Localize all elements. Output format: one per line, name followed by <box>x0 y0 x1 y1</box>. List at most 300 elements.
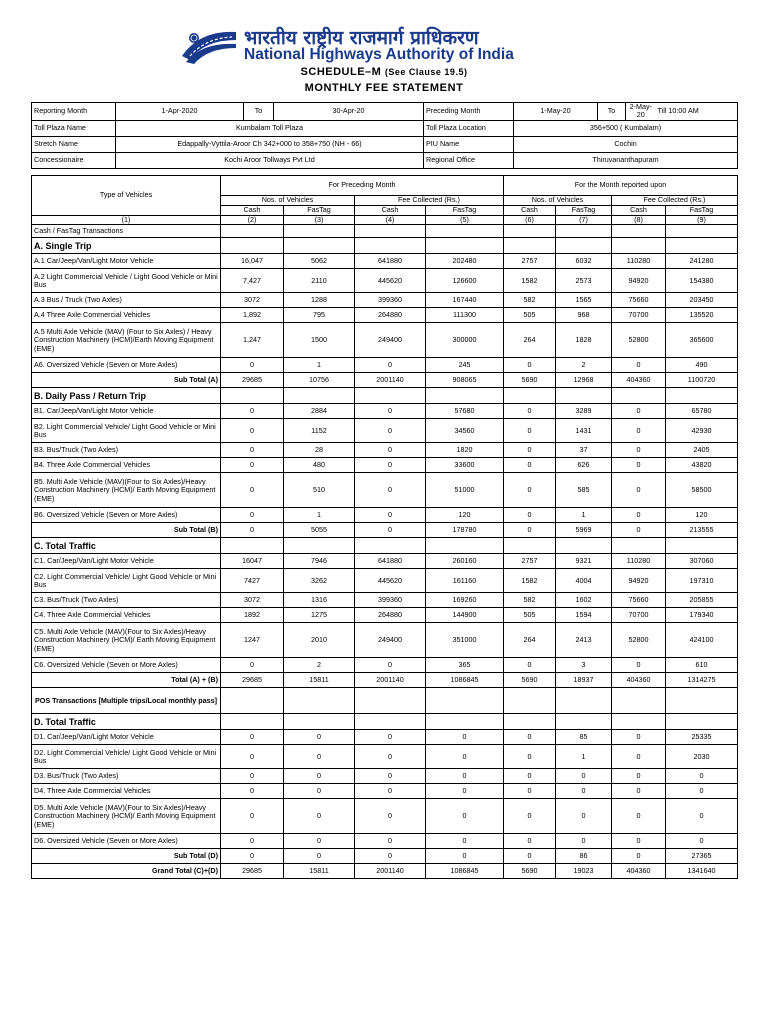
value-cell: 0 <box>504 658 556 673</box>
value-cell: 307060 <box>666 554 738 569</box>
value-cell: 0 <box>355 834 426 849</box>
value-cell: 2 <box>284 658 355 673</box>
value-cell: 42930 <box>666 419 738 443</box>
empty-cell <box>556 714 612 730</box>
value-cell: 582 <box>504 593 556 608</box>
empty-cell <box>426 714 504 730</box>
value-cell: 0 <box>504 834 556 849</box>
value-cell: 2030 <box>666 745 738 769</box>
vehicle-type-label: D6. Oversized Vehicle (Seven or More Axles) <box>32 834 221 849</box>
value-cell: 0 <box>612 799 666 834</box>
toll-plaza-name: Kumbalam Toll Plaza <box>116 120 424 136</box>
vehicle-type-label: C6. Oversized Vehicle (Seven or More Axles) <box>32 658 221 673</box>
value-cell: 28 <box>284 443 355 458</box>
value-cell: 0 <box>504 404 556 419</box>
value-cell: 3072 <box>221 293 284 308</box>
empty-cell <box>284 238 355 254</box>
value-cell: 0 <box>504 458 556 473</box>
value-cell: 12968 <box>556 373 612 388</box>
section-heading: D. Total Traffic <box>32 714 221 730</box>
value-cell: 245 <box>426 358 504 373</box>
empty-cell <box>612 388 666 404</box>
value-cell: 3 <box>556 658 612 673</box>
empty-cell <box>284 225 355 238</box>
value-cell: 264 <box>504 623 556 658</box>
value-cell: 0 <box>426 730 504 745</box>
cash-header: Cash <box>612 206 666 216</box>
column-number: (9) <box>666 216 738 225</box>
column-number: (3) <box>284 216 355 225</box>
empty-cell <box>666 538 738 554</box>
table-row <box>32 538 738 554</box>
value-cell: 94920 <box>612 569 666 593</box>
transactions-note: Cash / FasTag Transactions <box>32 225 221 238</box>
value-cell: 445620 <box>355 569 426 593</box>
value-cell: 3289 <box>556 404 612 419</box>
empty-cell <box>221 714 284 730</box>
vehicle-type-label: D3. Bus/Truck (Two Axles) <box>32 769 221 784</box>
fastag-header: FasTag <box>284 206 355 216</box>
value-cell: 0 <box>355 730 426 745</box>
value-cell: 75660 <box>612 293 666 308</box>
value-cell: 7427 <box>221 569 284 593</box>
value-cell: 1086845 <box>426 673 504 688</box>
value-cell: 120 <box>426 508 504 523</box>
value-cell: 15811 <box>284 864 355 879</box>
value-cell: 58500 <box>666 473 738 508</box>
value-cell: 154380 <box>666 269 738 293</box>
table-row <box>32 714 738 730</box>
value-cell: 57680 <box>426 404 504 419</box>
month-reported-header: For the Month reported upon <box>504 176 738 196</box>
value-cell: 5690 <box>504 673 556 688</box>
value-cell: 0 <box>221 849 284 864</box>
value-cell: 0 <box>612 769 666 784</box>
value-cell: 264880 <box>355 308 426 323</box>
value-cell: 249400 <box>355 323 426 358</box>
value-cell: 0 <box>612 443 666 458</box>
fee-table <box>31 175 738 879</box>
empty-cell <box>355 388 426 404</box>
value-cell: 968 <box>556 308 612 323</box>
value-cell: 70700 <box>612 308 666 323</box>
value-cell: 0 <box>284 769 355 784</box>
column-number: (6) <box>504 216 556 225</box>
fee-collected-header-reported: Fee Collected (Rs.) <box>612 196 738 206</box>
table-row <box>32 373 738 388</box>
value-cell: 0 <box>426 769 504 784</box>
value-cell: 18937 <box>556 673 612 688</box>
value-cell: 404360 <box>612 673 666 688</box>
value-cell: 0 <box>355 358 426 373</box>
value-cell: 2110 <box>284 269 355 293</box>
value-cell: 582 <box>504 293 556 308</box>
vehicle-type-label: D5. Multi Axle Vehicle (MAV)(Four to Six Axles)/Heavy Construction Machinery (HCM)/ Earth Moving Equipment (EME) <box>32 799 221 834</box>
value-cell: 3072 <box>221 593 284 608</box>
value-cell: 0 <box>504 769 556 784</box>
value-cell: 0 <box>612 358 666 373</box>
value-cell: 2001140 <box>355 373 426 388</box>
value-cell: 0 <box>221 769 284 784</box>
schedule-label: SCHEDULE–M <box>300 66 382 78</box>
vehicle-type-label: A6. Oversized Vehicle (Seven or More Axles) <box>32 358 221 373</box>
value-cell: 404360 <box>612 864 666 879</box>
value-cell: 1,892 <box>221 308 284 323</box>
value-cell: 2 <box>556 358 612 373</box>
empty-cell <box>666 688 738 714</box>
value-cell: 1582 <box>504 269 556 293</box>
value-cell: 2757 <box>504 254 556 269</box>
value-cell: 0 <box>666 784 738 799</box>
vehicle-type-label: B5. Multi Axle Vehicle (MAV)(Four to Six Axles)/Heavy Construction Machinery (HCM)/ Earth Moving Equipment (EME) <box>32 473 221 508</box>
subtotal-label: Total (A) + (B) <box>32 673 221 688</box>
value-cell: 351000 <box>426 623 504 658</box>
table-row <box>32 864 738 879</box>
empty-cell <box>221 688 284 714</box>
value-cell: 0 <box>426 799 504 834</box>
value-cell: 0 <box>355 473 426 508</box>
value-cell: 0 <box>284 849 355 864</box>
value-cell: 0 <box>612 834 666 849</box>
value-cell: 6032 <box>556 254 612 269</box>
value-cell: 126600 <box>426 269 504 293</box>
value-cell: 0 <box>355 849 426 864</box>
empty-cell <box>556 388 612 404</box>
table-row <box>32 608 738 623</box>
value-cell: 0 <box>221 523 284 538</box>
stretch-name: Edappally-Vyttila-Aroor Ch 342+000 to 358+750 (NH - 66) <box>116 136 424 152</box>
value-cell: 264880 <box>355 608 426 623</box>
value-cell: 908065 <box>426 373 504 388</box>
value-cell: 120 <box>666 508 738 523</box>
vehicle-type-label: B4. Three Axle Commercial Vehicles <box>32 458 221 473</box>
table-row <box>32 849 738 864</box>
value-cell: 2010 <box>284 623 355 658</box>
empty-cell <box>556 225 612 238</box>
empty-cell <box>284 714 355 730</box>
piu-name-label: PIU Name <box>424 136 514 152</box>
value-cell: 1316 <box>284 593 355 608</box>
vehicle-type-label: D4. Three Axle Commercial Vehicles <box>32 784 221 799</box>
table-row <box>32 569 738 593</box>
fastag-header: FasTag <box>426 206 504 216</box>
table-row <box>32 784 738 799</box>
value-cell: 135520 <box>666 308 738 323</box>
title-hindi: भारतीय राष्ट्रीय राजमार्ग प्राधिकरण <box>244 27 479 49</box>
empty-cell <box>612 538 666 554</box>
table-row <box>32 799 738 834</box>
empty-cell <box>556 688 612 714</box>
value-cell: 0 <box>221 508 284 523</box>
section-heading: B. Daily Pass / Return Trip <box>32 388 221 404</box>
value-cell: 0 <box>426 834 504 849</box>
value-cell: 0 <box>666 769 738 784</box>
table-row <box>32 293 738 308</box>
value-cell: 1086845 <box>426 864 504 879</box>
fee-collected-header-preceding: Fee Collected (Rs.) <box>355 196 504 206</box>
value-cell: 0 <box>612 508 666 523</box>
table-row <box>32 745 738 769</box>
column-number: (1) <box>32 216 221 225</box>
value-cell: 626 <box>556 458 612 473</box>
value-cell: 2573 <box>556 269 612 293</box>
value-cell: 0 <box>426 745 504 769</box>
empty-cell <box>426 225 504 238</box>
value-cell: 404360 <box>612 373 666 388</box>
value-cell: 1 <box>284 358 355 373</box>
value-cell: 0 <box>504 849 556 864</box>
empty-cell <box>355 688 426 714</box>
value-cell: 0 <box>612 523 666 538</box>
reporting-month-label: Reporting Month <box>32 103 116 121</box>
value-cell: 1828 <box>556 323 612 358</box>
empty-cell <box>221 388 284 404</box>
value-cell: 0 <box>355 799 426 834</box>
value-cell: 0 <box>612 458 666 473</box>
vehicle-type-label: B1. Car/Jeep/Van/Light Motor Vehicle <box>32 404 221 419</box>
to-label: To <box>244 103 274 121</box>
value-cell: 1565 <box>556 293 612 308</box>
value-cell: 1,247 <box>221 323 284 358</box>
value-cell: 0 <box>612 419 666 443</box>
value-cell: 213555 <box>666 523 738 538</box>
value-cell: 65780 <box>666 404 738 419</box>
value-cell: 0 <box>284 834 355 849</box>
value-cell: 179340 <box>666 608 738 623</box>
table-row <box>32 443 738 458</box>
value-cell: 0 <box>612 849 666 864</box>
value-cell: 178780 <box>426 523 504 538</box>
value-cell: 4004 <box>556 569 612 593</box>
value-cell: 34560 <box>426 419 504 443</box>
empty-cell <box>612 238 666 254</box>
value-cell: 0 <box>504 508 556 523</box>
value-cell: 1892 <box>221 608 284 623</box>
value-cell: 3262 <box>284 569 355 593</box>
value-cell: 399360 <box>355 293 426 308</box>
value-cell: 1500 <box>284 323 355 358</box>
value-cell: 19023 <box>556 864 612 879</box>
empty-cell <box>612 225 666 238</box>
value-cell: 0 <box>355 523 426 538</box>
empty-cell <box>666 714 738 730</box>
preceding-to: 2-May-20 <box>626 103 656 121</box>
value-cell: 1288 <box>284 293 355 308</box>
value-cell: 1431 <box>556 419 612 443</box>
concessionaire-label: Concessionaire <box>32 152 116 168</box>
value-cell: 0 <box>221 799 284 834</box>
value-cell: 0 <box>355 404 426 419</box>
value-cell: 0 <box>355 769 426 784</box>
cash-header: Cash <box>355 206 426 216</box>
table-row <box>32 473 738 508</box>
empty-cell <box>666 238 738 254</box>
toll-plaza-name-label: Toll Plaza Name <box>32 120 116 136</box>
value-cell: 610 <box>666 658 738 673</box>
vehicle-type-label: C1. Car/Jeep/Van/Light Motor Vehicle <box>32 554 221 569</box>
value-cell: 0 <box>221 658 284 673</box>
value-cell: 0 <box>556 784 612 799</box>
value-cell: 0 <box>355 458 426 473</box>
empty-cell <box>426 688 504 714</box>
value-cell: 0 <box>504 419 556 443</box>
value-cell: 300000 <box>426 323 504 358</box>
value-cell: 1247 <box>221 623 284 658</box>
value-cell: 0 <box>556 799 612 834</box>
empty-cell <box>355 714 426 730</box>
value-cell: 37 <box>556 443 612 458</box>
value-cell: 2001140 <box>355 673 426 688</box>
value-cell: 70700 <box>612 608 666 623</box>
value-cell: 0 <box>221 834 284 849</box>
type-of-vehicles-header: Type of Vehicles <box>32 176 221 216</box>
empty-cell <box>504 238 556 254</box>
empty-cell <box>556 538 612 554</box>
reporting-to: 30-Apr-20 <box>274 103 424 121</box>
value-cell: 5062 <box>284 254 355 269</box>
value-cell: 1 <box>556 508 612 523</box>
empty-cell <box>284 538 355 554</box>
empty-cell <box>221 538 284 554</box>
vehicle-type-label: D2. Light Commercial Vehicle/ Light Good Vehicle or Mini Bus <box>32 745 221 769</box>
vehicle-type-label: C2. Light Commercial Vehicle/ Light Good Vehicle or Mini Bus <box>32 569 221 593</box>
value-cell: 51000 <box>426 473 504 508</box>
subtotal-label: Grand Total (C)+(D) <box>32 864 221 879</box>
value-cell: 0 <box>284 745 355 769</box>
value-cell: 2757 <box>504 554 556 569</box>
table-row <box>32 523 738 538</box>
column-number: (5) <box>426 216 504 225</box>
value-cell: 0 <box>284 799 355 834</box>
value-cell: 585 <box>556 473 612 508</box>
value-cell: 29685 <box>221 373 284 388</box>
value-cell: 480 <box>284 458 355 473</box>
table-row <box>32 419 738 443</box>
value-cell: 0 <box>612 784 666 799</box>
preceding-till: Till 10:00 AM <box>656 103 738 121</box>
value-cell: 0 <box>504 523 556 538</box>
value-cell: 1594 <box>556 608 612 623</box>
section-heading: A. Single Trip <box>32 238 221 254</box>
value-cell: 505 <box>504 308 556 323</box>
section-heading: C. Total Traffic <box>32 538 221 554</box>
value-cell: 111300 <box>426 308 504 323</box>
value-cell: 94920 <box>612 269 666 293</box>
vehicle-type-label: C3. Bus/Truck (Two Axles) <box>32 593 221 608</box>
value-cell: 0 <box>504 730 556 745</box>
value-cell: 9321 <box>556 554 612 569</box>
value-cell: 86 <box>556 849 612 864</box>
table-row <box>32 673 738 688</box>
value-cell: 0 <box>355 419 426 443</box>
table-row <box>32 238 738 254</box>
table-row <box>32 458 738 473</box>
value-cell: 264 <box>504 323 556 358</box>
empty-cell <box>355 238 426 254</box>
vehicle-type-label: A.2 Light Commercial Vehicle / Light Good Vehicle or Mini Bus <box>32 269 221 293</box>
vehicle-type-label: C4. Three Axle Commercial Vehicles <box>32 608 221 623</box>
vehicle-type-label: A.4 Three Axle Commercial Vehicles <box>32 308 221 323</box>
pos-label: POS Transactions [Multiple trips/Local monthly pass] <box>32 688 221 714</box>
table-row <box>32 358 738 373</box>
value-cell: 490 <box>666 358 738 373</box>
empty-cell <box>284 688 355 714</box>
value-cell: 0 <box>355 784 426 799</box>
preceding-month-label: Preceding Month <box>424 103 514 121</box>
value-cell: 260160 <box>426 554 504 569</box>
nos-vehicles-header-reported: Nos. of Vehicles <box>504 196 612 206</box>
value-cell: 0 <box>221 745 284 769</box>
value-cell: 424100 <box>666 623 738 658</box>
empty-cell <box>355 538 426 554</box>
table-row <box>32 269 738 293</box>
value-cell: 399360 <box>355 593 426 608</box>
cash-header: Cash <box>221 206 284 216</box>
table-row <box>32 404 738 419</box>
statement-title: MONTHLY FEE STATEMENT <box>304 82 464 94</box>
value-cell: 510 <box>284 473 355 508</box>
value-cell: 10756 <box>284 373 355 388</box>
table-row <box>32 323 738 358</box>
empty-cell <box>355 225 426 238</box>
value-cell: 7946 <box>284 554 355 569</box>
value-cell: 0 <box>556 834 612 849</box>
value-cell: 1582 <box>504 569 556 593</box>
value-cell: 25335 <box>666 730 738 745</box>
table-row <box>32 554 738 569</box>
schedule-title <box>0 66 768 78</box>
value-cell: 445620 <box>355 269 426 293</box>
empty-cell <box>504 388 556 404</box>
table-row <box>32 508 738 523</box>
reporting-from: 1-Apr-2020 <box>116 103 244 121</box>
value-cell: 5055 <box>284 523 355 538</box>
column-number: (2) <box>221 216 284 225</box>
value-cell: 5690 <box>504 864 556 879</box>
value-cell: 85 <box>556 730 612 745</box>
value-cell: 202480 <box>426 254 504 269</box>
value-cell: 7,427 <box>221 269 284 293</box>
toll-plaza-location-label: Toll Plaza Location <box>424 120 514 136</box>
regional-office: Thiruvananthapuram <box>514 152 738 168</box>
empty-cell <box>426 238 504 254</box>
empty-cell <box>612 688 666 714</box>
value-cell: 1100720 <box>666 373 738 388</box>
value-cell: 0 <box>221 419 284 443</box>
value-cell: 1 <box>284 508 355 523</box>
value-cell: 0 <box>612 658 666 673</box>
value-cell: 16047 <box>221 554 284 569</box>
empty-cell <box>504 688 556 714</box>
value-cell: 1 <box>556 745 612 769</box>
empty-cell <box>666 225 738 238</box>
value-cell: 1275 <box>284 608 355 623</box>
column-number: (4) <box>355 216 426 225</box>
value-cell: 0 <box>284 730 355 745</box>
value-cell: 110280 <box>612 254 666 269</box>
value-cell: 2413 <box>556 623 612 658</box>
value-cell: 110280 <box>612 554 666 569</box>
value-cell: 16,047 <box>221 254 284 269</box>
column-number: (8) <box>612 216 666 225</box>
toll-plaza-location: 356+500 ( Kumbalam) <box>514 120 738 136</box>
value-cell: 0 <box>612 404 666 419</box>
value-cell: 203450 <box>666 293 738 308</box>
value-cell: 0 <box>504 473 556 508</box>
value-cell: 205855 <box>666 593 738 608</box>
empty-cell <box>504 225 556 238</box>
value-cell: 249400 <box>355 623 426 658</box>
